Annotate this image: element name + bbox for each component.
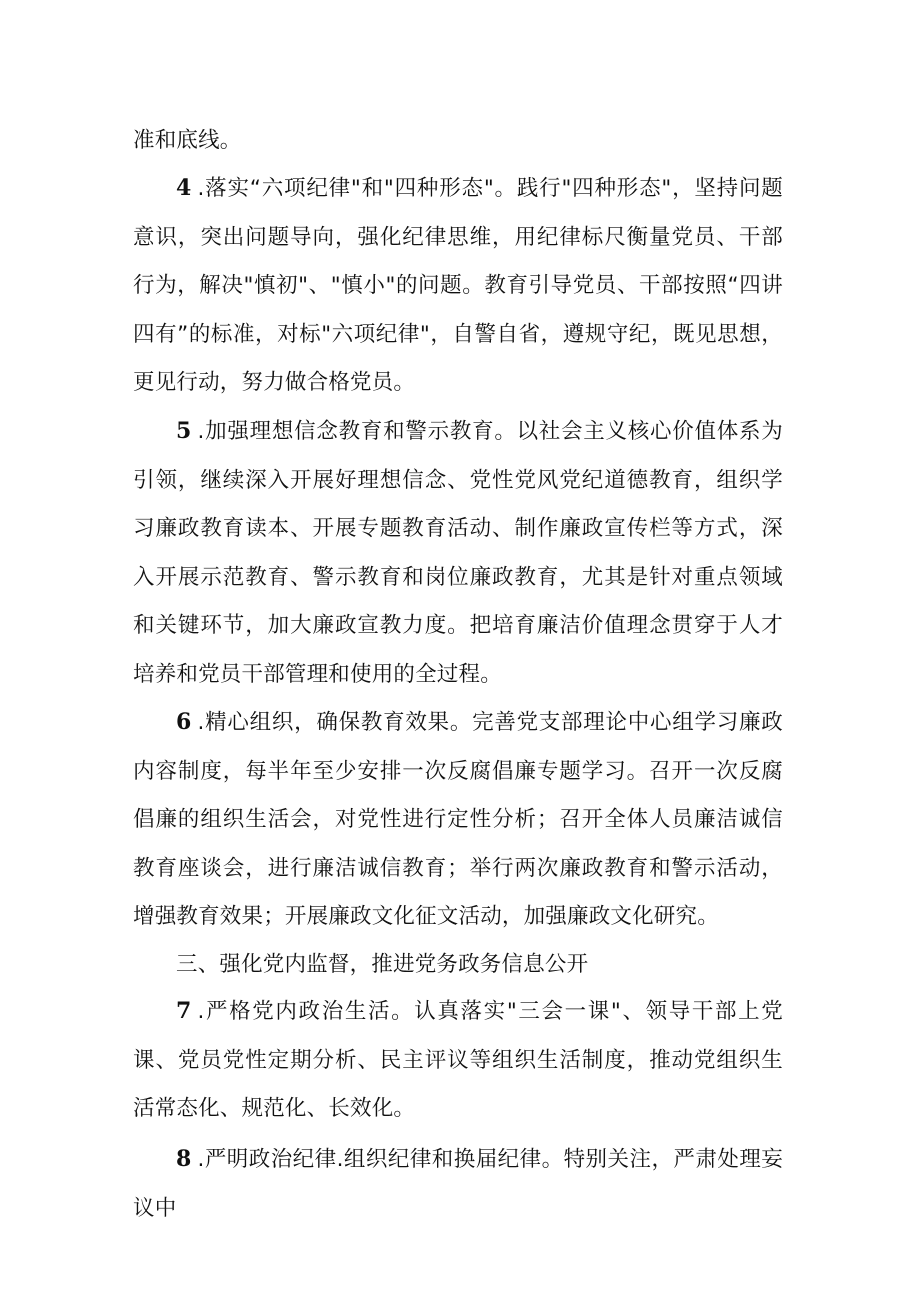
paragraph-number: 4	[176, 175, 192, 201]
numbered-paragraph-4	[133, 164, 783, 408]
paragraph-text: .精心组织，确保教育效果。完善党支部理论中心组学习廉政内容制度，每半年至少安排一次反腐倡廉专题学习。召开一次反腐倡廉的组织生活会，对党性进行定性分析；召开全体人员廉洁诚信教育座谈会，进行廉洁诚信教育；举行两次廉政教育和警示活动，增强教育效果；开展廉政文化征文活动，加强廉政文化研究。	[133, 710, 783, 930]
paragraph-text: .加强理想信念教育和警示教育。以社会主义核心价值体系为引领，继续深入开展好理想信念、党性党风党纪道德教育，组织学习廉政教育读本、开展专题教育活动、制作廉政宣传栏等方式，深入开展示范教育、警示教育和岗位廉政教育，尤其是针对重点领域和关键环节，加大廉政宣教力度。把培育廉洁价值理念贯穿于人才培养和党员干部管理和使用的全过程。	[133, 419, 783, 687]
numbered-paragraph-8	[133, 1135, 783, 1233]
paragraph-number: 5	[176, 418, 192, 444]
paragraph-text: .严格党内政治生活。认真落实"三会一课"、领导干部上党课、党员党性定期分析、民主评议等组织生活制度，推动党组织生活常态化、规范化、长效化。	[133, 999, 783, 1122]
paragraph-number: 8	[176, 1146, 192, 1172]
paragraph-text: .严明政治纪律.组织纪律和换届纪律。特别关注，严肃处理妄议中	[133, 1147, 783, 1221]
numbered-paragraph-7	[133, 987, 783, 1134]
paragraph-number: 7	[176, 998, 192, 1024]
numbered-paragraph-6	[133, 698, 783, 942]
numbered-paragraph-5	[133, 407, 783, 700]
paragraph-text: .落实“六项纪律"和"四种形态"。践行"四种形态"，坚持问题意识，突出问题导向，强化纪律思维，用纪律标尺衡量党员、干部行为，解决"慎初"、"慎小"的问题。教育引导党员、干部按照“四讲四有”的标准，对标"六项纪律"，自警自省，遵规守纪，既见思想，更见行动，努力做合格党员。	[133, 176, 783, 396]
continuation-paragraph: 准和底线。	[133, 128, 242, 153]
section-heading: 三、强化党内监督，推进党务政务信息公开	[176, 952, 589, 977]
paragraph-number: 6	[176, 709, 192, 735]
